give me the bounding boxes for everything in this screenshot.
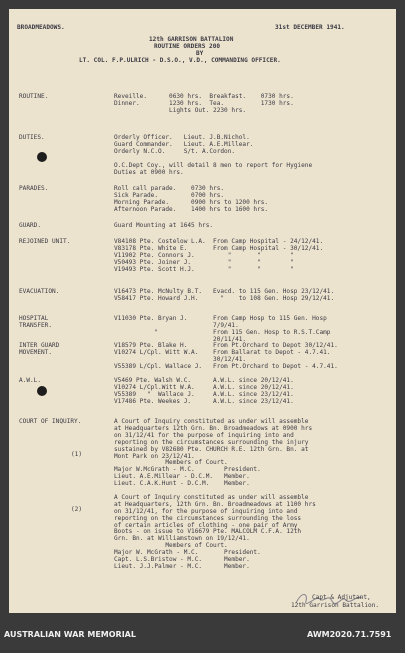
section-line: Orderly Officer. Lieut. J.B.Nichol. [114,134,250,141]
section-line: V11030 Pte. Bryan J. From Camp Hosp to 115 Gen. Hosp [114,315,327,322]
header-by: BY [196,50,204,57]
section-line: Reveille. 0630 hrs. Breakfast. 0730 hrs. [114,93,294,100]
header-unit: 12th GARRISON BATTALION [149,36,234,43]
section-line: V10274 L/Cpl. Witt W.A. From Ballarat to Depot - 4.7.41. [114,348,331,356]
footer-institution: AUSTRALIAN WAR MEMORIAL [4,630,136,639]
section-label: EVACUATION. [19,288,60,295]
section-line: 20/11/41. [114,335,247,343]
section-line: Boots - on issue to V16679 Pte. MALCOLM C.F.A. 12th [114,528,302,536]
section-line: Dinner. 1230 hrs. Tea. 1730 hrs. [114,99,294,107]
section-line: Sick Parade. 0700 hrs. [114,191,225,199]
section-line: O.C.Dept Coy., will detail 8 men to report for Hygiene [114,161,313,169]
section-line: Afternoon Parade. 1400 hrs to 1600 hrs. [114,205,269,213]
section-line: Grn. Bn. at Williamstown on 19/12/41. [114,535,250,543]
section-line: V84108 Pte. Costelow L.A. From Camp Hospital - 24/12/41. [114,238,324,245]
para-number-2: (2) [71,506,83,513]
section-line: 7/9/41. [114,321,239,329]
section-line: 30/12/41. [114,355,247,363]
section-line: Orderly N.C.O. S/t. A.Cordon. [114,147,236,155]
section-label: INTER GUARD MOVEMENT. [19,342,60,356]
section-line: V11902 Pte. Connors J. " " " [114,251,294,259]
section-line: at Headquarters, 12th Grn. Bn. Broadmeadows at 1100 hrs [114,500,316,508]
section-line: Capt. L.S.Bristow - M.C. Member. [114,556,250,563]
section-line: V19493 Pte. Scott H.J. " " " [114,265,294,273]
section-line: V5469 Pte. Walsh W.C. A.W.L. since 20/12/41. [114,377,294,384]
section-line: Major W. McGrath - M.C. President. [114,549,261,557]
section-label: GUARD. [19,222,42,229]
header-place: BROADMEADOWS. [17,24,65,31]
section-label: PARADES. [19,185,49,192]
archive-footer [0,613,405,653]
footer-accession: AWM2020.71.7591 [307,630,392,639]
section-line: Roll call parade. 0730 hrs. [114,185,225,192]
section-line: Guard Commander. Lieut. A.E.Millear. [114,140,254,148]
section-label: HOSPITAL TRANSFER. [19,315,53,329]
section-line: V18579 Pte. Blake H. From Pt.Orchard to Depot 30/12/41. [114,342,338,349]
section-line: of certain articles of clothing - one pair of Army [114,521,298,529]
section-line: Lights Out. 2230 hrs. [114,106,247,114]
section-line: Lieut. A.E.Millear - D.C.M. Member. [114,473,250,481]
section-label: REJOINED UNIT. [19,238,71,245]
section-line: Guard Mounting at 1645 hrs. [114,222,214,229]
section-label: COURT OF INQUIRY. [19,418,82,425]
section-line: V10274 L/Cpl.Witt W.A. A.W.L. since 20/12/41. [114,383,294,391]
section-line: reporting on the circumstances surrounding the injury [114,438,309,446]
section-line: A Court of Inquiry constituted as under will assemble [114,418,309,425]
section-line: Members of Court. [114,459,228,467]
header-orders: ROUTINE ORDERS 200 [154,43,221,50]
section-line: Morning Parade. 0900 hrs to 1200 hrs. [114,198,269,206]
section-line: Mont Park on 23/12/41. [114,452,195,460]
section-line: V55389 " Wallace J. A.W.L. since 23/12/41. [114,390,294,398]
section-line: at Headquarters 12th Grn. Bn. Broadmeadows at 0900 hrs [114,424,313,432]
section-line: V17486 Pte. Weekes J. A.W.L. since 23/12/41. [114,397,294,405]
section-line: reporting on the circumstances surrounding the loss [114,514,302,522]
section-line: on 31/12/41, for the purpose of inquiring into and [114,507,298,515]
section-line: Lieut. J.J.Palmer - M.C. Member. [114,562,250,570]
punch-hole [37,386,47,396]
header-commander: LT. COL. F.P.ULRICH - D.S.O., V.D., COMMANDING OFFICER. [79,57,281,64]
section-line: Major W.McGrath - M.C. President. [114,466,261,474]
section-line: V55389 L/Cpl. Wallace J. From Pt.Orchard to Depot - 4.7.41. [114,362,338,370]
section-label: A.W.L. [19,377,42,384]
document-page [9,9,396,613]
section-line: Lieut. C.A.K.Hunt - D.C.M. Member. [114,480,250,488]
signature-unit: 12th Garrison Battalion. [291,602,380,609]
section-line: V16473 Pte. McNulty B.T. Evacd. to 115 Gen. Hosp 23/12/41. [114,288,335,295]
section-line: " From 115 Gen. Hosp to R.S.T.Camp [114,328,331,336]
section-label: DUTIES. [19,134,45,141]
section-line: V83178 Pte. White E. From Camp Hospital - 30/12/41. [114,244,324,252]
section-line: Members of Court. [114,542,228,550]
header-date: 31st DECEMBER 1941. [275,24,345,31]
section-line: on 31/12/41 for the purpose of inquiring into and [114,431,294,439]
section-label: ROUTINE. [19,93,49,100]
para-number-1: (1) [71,451,83,458]
section-line: sustained by V82680 Pte. CHURCH R.E. 12th Grn. Bn. at [114,445,309,453]
section-line: A Court of Inquiry constituted as under will assemble [114,493,309,501]
section-line: V58417 Pte. Howard J.H. " to 108 Gen. Hosp 29/12/41. [114,294,335,302]
section-line: Duties at 0900 hrs. [114,168,184,176]
signature-rank: Capt & Adjutant, [312,594,371,601]
section-line: V50493 Pte. Joiner J. " " " [114,258,294,266]
punch-hole [37,152,47,162]
